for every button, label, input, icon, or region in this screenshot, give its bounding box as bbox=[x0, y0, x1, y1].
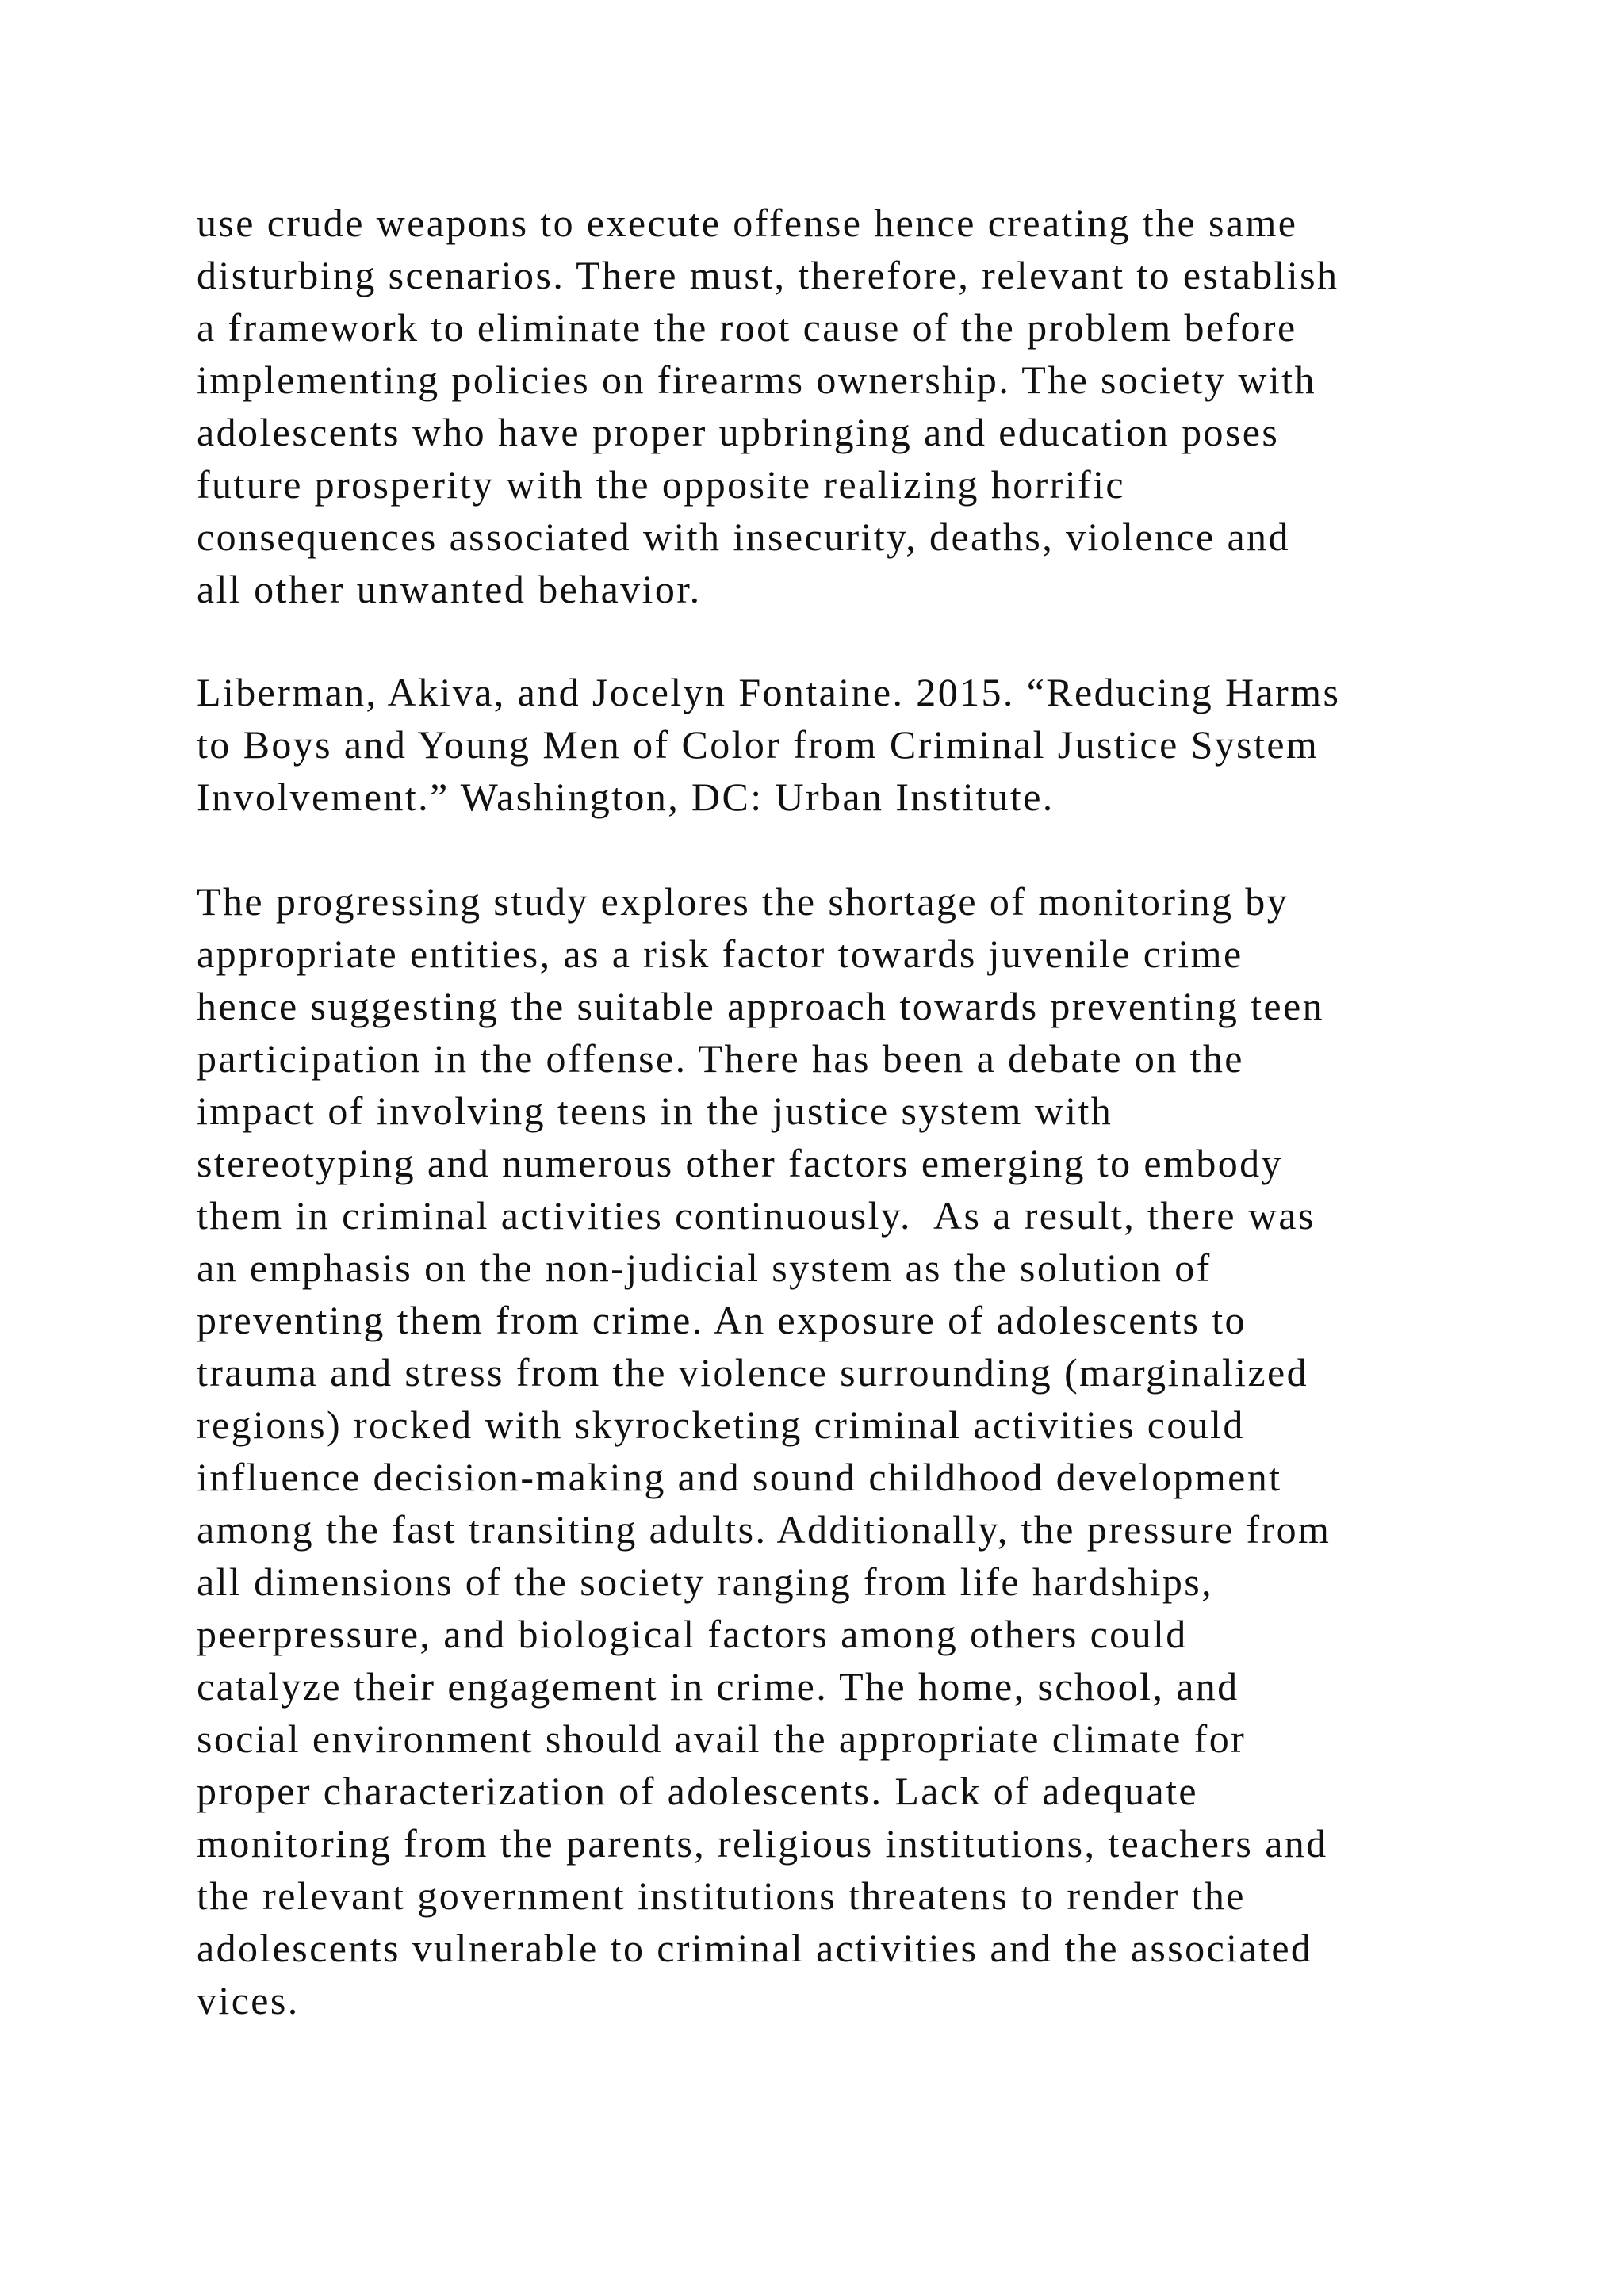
text-line: monitoring from the parents, religious institutions, teachers and bbox=[197, 1821, 1328, 1866]
text-line: hence suggesting the suitable approach towards preventing teen bbox=[197, 984, 1324, 1028]
body-paragraph bbox=[197, 197, 1465, 615]
text-line: catalyze their engagement in crime. The home, school, and bbox=[197, 1664, 1239, 1709]
text-line: among the fast transiting adults. Additionally, the pressure from bbox=[197, 1507, 1331, 1552]
text-line: regions) rocked with skyrocketing criminal activities could bbox=[197, 1402, 1245, 1447]
text-line: a framework to eliminate the root cause of the problem before bbox=[197, 305, 1297, 350]
text-line: The progressing study explores the shortage of monitoring by bbox=[197, 879, 1289, 924]
text-line: implementing policies on firearms ownership. The society with bbox=[197, 358, 1316, 402]
text-line: an emphasis on the non-judicial system as the solution of bbox=[197, 1246, 1212, 1290]
text-line: all dimensions of the society ranging from life hardships, bbox=[197, 1559, 1214, 1604]
text-line: vices. bbox=[197, 1978, 300, 2022]
text-line: peerpressure, and biological factors among others could bbox=[197, 1612, 1188, 1656]
text-line: participation in the offense. There has been a debate on the bbox=[197, 1036, 1244, 1081]
text-line: Liberman, Akiva, and Jocelyn Fontaine. 2015. “Reducing Harms bbox=[197, 670, 1341, 714]
text-line: social environment should avail the appropriate climate for bbox=[197, 1716, 1247, 1761]
reference-citation bbox=[197, 666, 1465, 823]
text-line: appropriate entities, as a risk factor towards juvenile crime bbox=[197, 932, 1243, 976]
text-line: stereotyping and numerous other factors emerging to embody bbox=[197, 1141, 1283, 1185]
text-line: them in criminal activities continuously. As a result, there was bbox=[197, 1193, 1316, 1238]
text-line: use crude weapons to execute offense hence creating the same bbox=[197, 201, 1298, 245]
text-line: adolescents who have proper upbringing and education poses bbox=[197, 410, 1280, 454]
text-line: consequences associated with insecurity, deaths, violence and bbox=[197, 515, 1290, 559]
text-line: disturbing scenarios. There must, therefore, relevant to establish bbox=[197, 253, 1339, 297]
text-line: proper characterization of adolescents. Lack of adequate bbox=[197, 1769, 1198, 1813]
annotation-paragraph bbox=[197, 875, 1465, 2026]
text-line: preventing them from crime. An exposure of adolescents to bbox=[197, 1298, 1247, 1342]
text-line: all other unwanted behavior. bbox=[197, 567, 702, 611]
text-line: the relevant government institutions threatens to render the bbox=[197, 1873, 1246, 1918]
text-line: influence decision-making and sound childhood development bbox=[197, 1455, 1282, 1499]
text-line: adolescents vulnerable to criminal activities and the associated bbox=[197, 1926, 1313, 1970]
text-line: future prosperity with the opposite realizing horrific bbox=[197, 462, 1125, 507]
text-line: Involvement.” Washington, DC: Urban Institute. bbox=[197, 775, 1055, 819]
text-line: impact of involving teens in the justice system with bbox=[197, 1089, 1113, 1133]
text-line: trauma and stress from the violence surrounding (marginalized bbox=[197, 1350, 1309, 1395]
text-line: to Boys and Young Men of Color from Criminal Justice System bbox=[197, 722, 1320, 767]
